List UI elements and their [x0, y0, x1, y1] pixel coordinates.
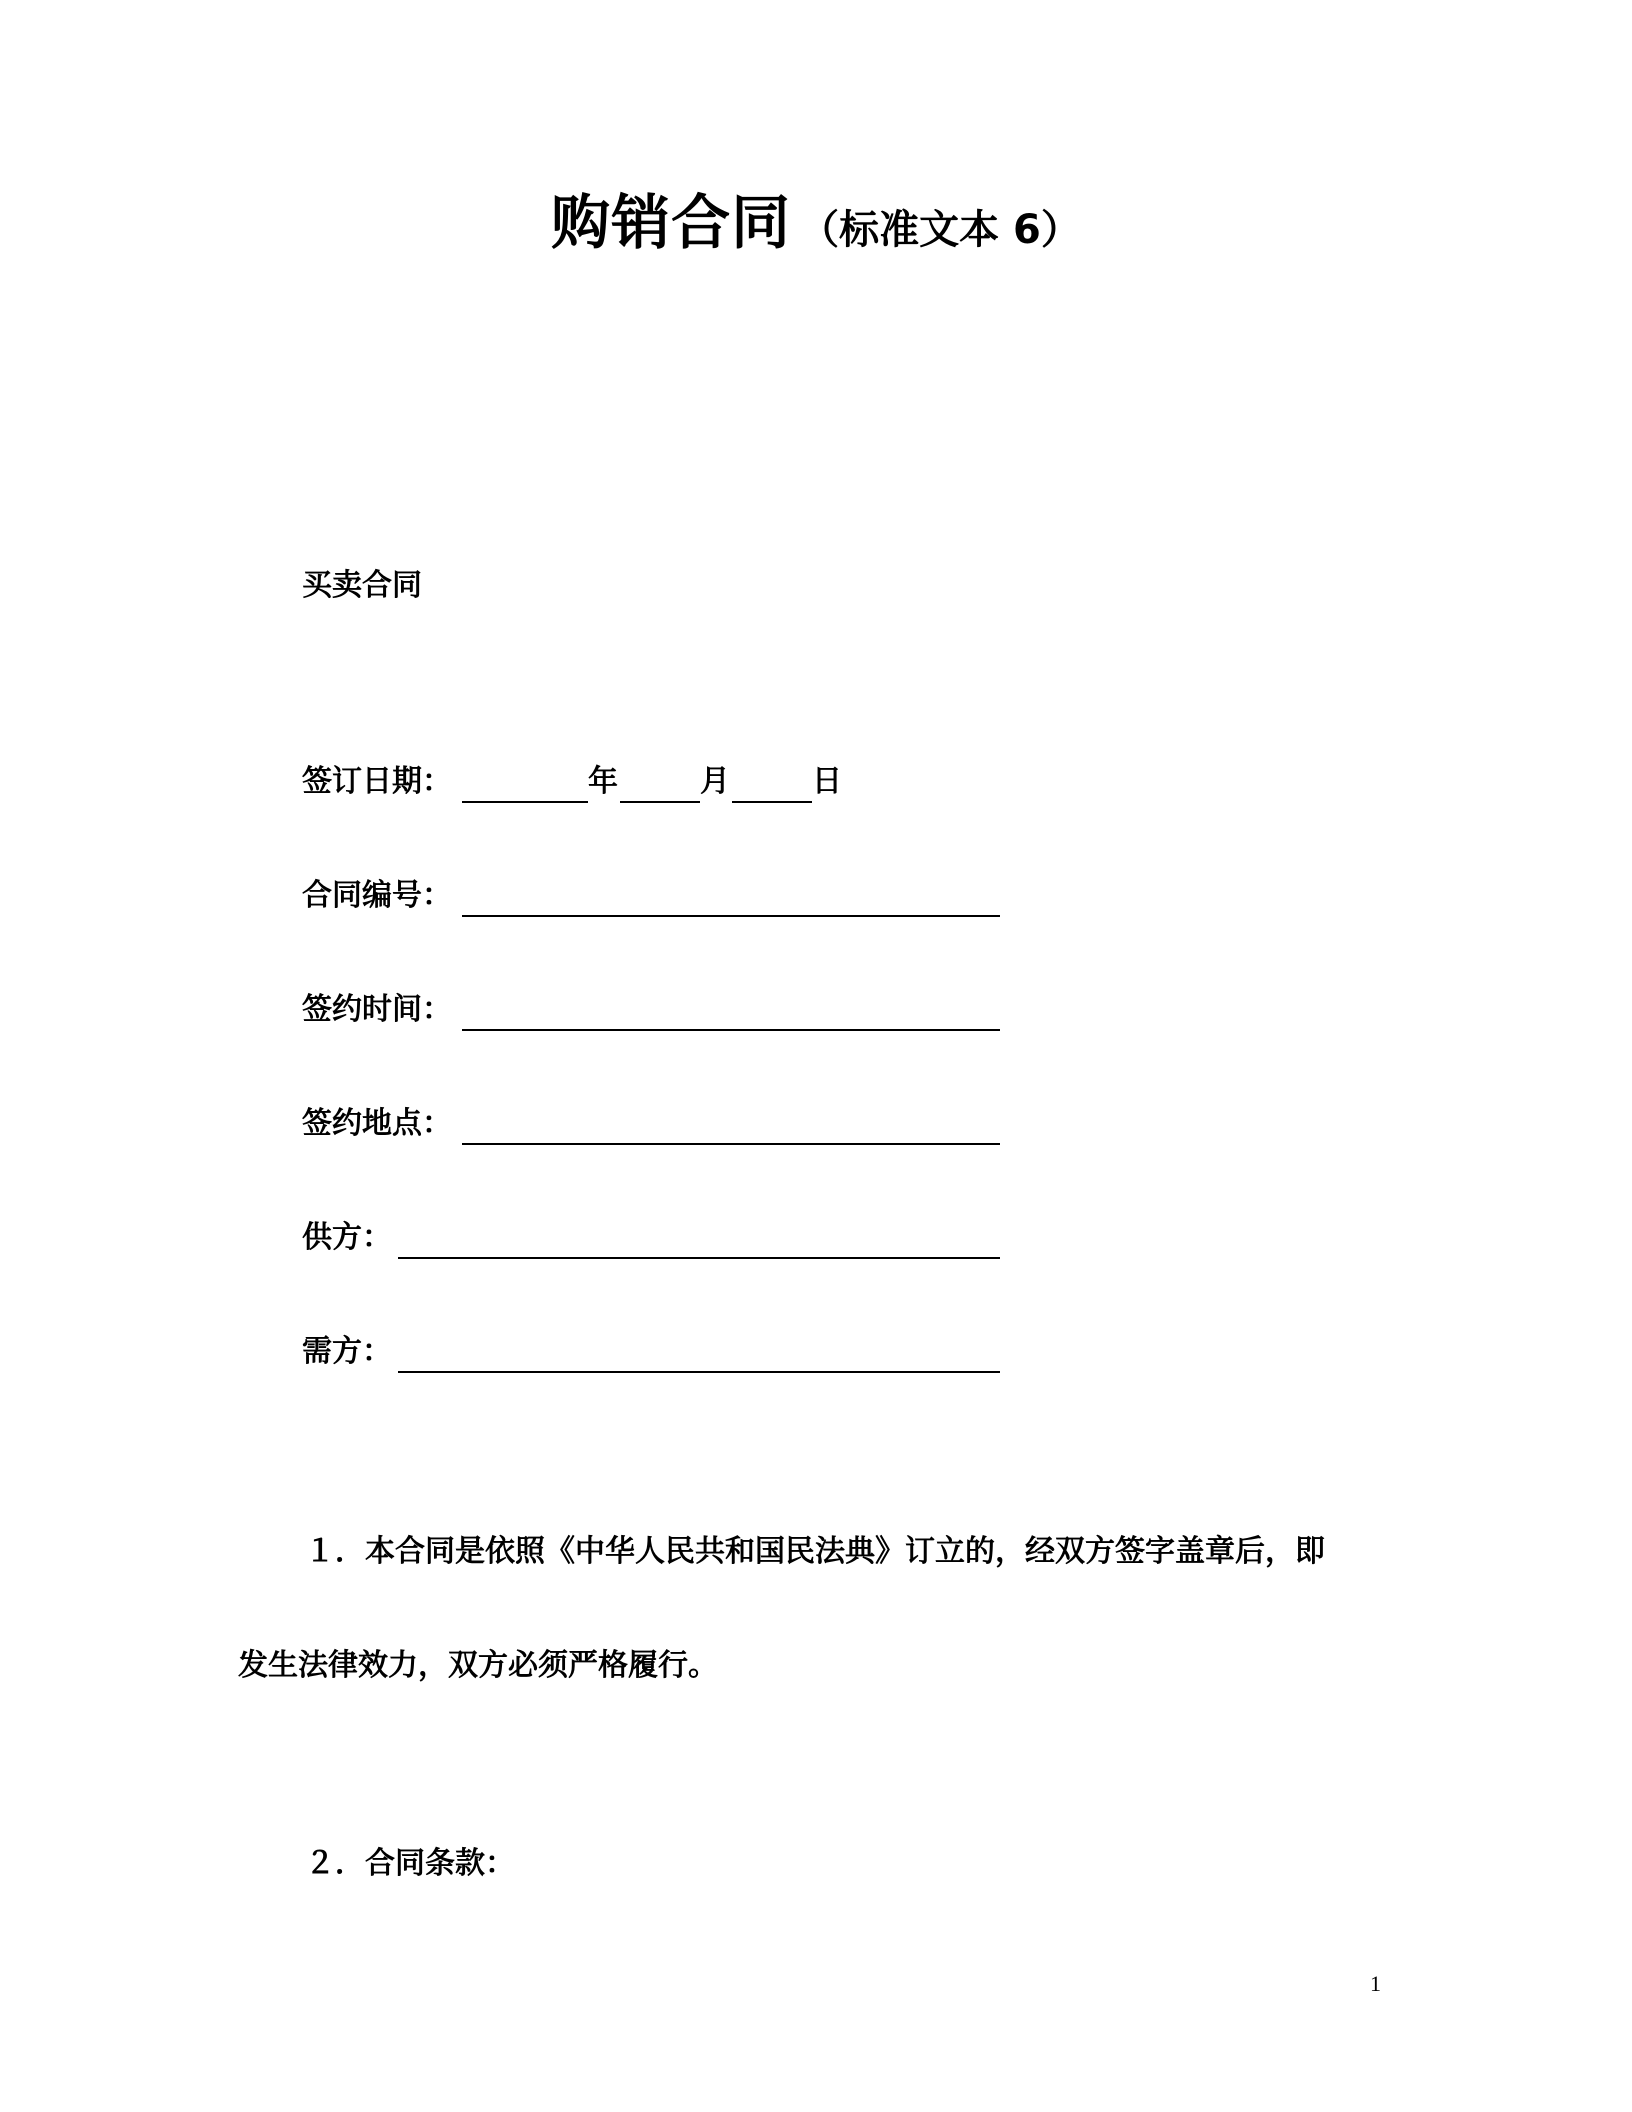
sign-date-month-unit: 月	[700, 764, 730, 799]
clause-2-heading: ２．合同条款：	[305, 1846, 515, 1881]
contract-no-label: 合同编号：	[302, 878, 452, 913]
contract-no-blank[interactable]	[462, 915, 1000, 917]
sign-date-year-blank[interactable]	[462, 801, 588, 803]
sign-place-blank[interactable]	[462, 1143, 1000, 1145]
contract-no-row	[302, 878, 1002, 921]
supplier-row	[302, 1220, 1002, 1263]
sign-date-day-unit: 日	[812, 764, 842, 799]
clause-1-line-2: 发生法律效力，双方必须严格履行。	[238, 1648, 718, 1683]
buyer-label: 需方：	[302, 1334, 392, 1369]
buyer-row	[302, 1334, 1002, 1377]
title-main: 购销合同	[551, 188, 792, 257]
supplier-blank[interactable]	[398, 1257, 1000, 1259]
sign-date-day-blank[interactable]	[732, 801, 812, 803]
sign-date-row	[302, 764, 862, 807]
sign-date-month-blank[interactable]	[620, 801, 700, 803]
document-subtitle: 买卖合同	[302, 568, 422, 603]
document-title	[0, 188, 1632, 257]
clause-1-line-1: １．本合同是依照《中华人民共和国民法典》订立的，经双方签字盖章后，即	[305, 1534, 1325, 1569]
sign-date-label: 签订日期：	[302, 764, 452, 799]
title-sub: （标准文本 6）	[799, 207, 1081, 253]
sign-date-year-unit: 年	[588, 764, 618, 799]
sign-time-blank[interactable]	[462, 1029, 1000, 1031]
supplier-label: 供方：	[302, 1220, 392, 1255]
sign-place-label: 签约地点：	[302, 1106, 452, 1141]
buyer-blank[interactable]	[398, 1371, 1000, 1373]
sign-time-label: 签约时间：	[302, 992, 452, 1027]
sign-time-row	[302, 992, 1002, 1035]
page-number: 1	[1370, 1971, 1381, 1996]
sign-place-row	[302, 1106, 1002, 1149]
